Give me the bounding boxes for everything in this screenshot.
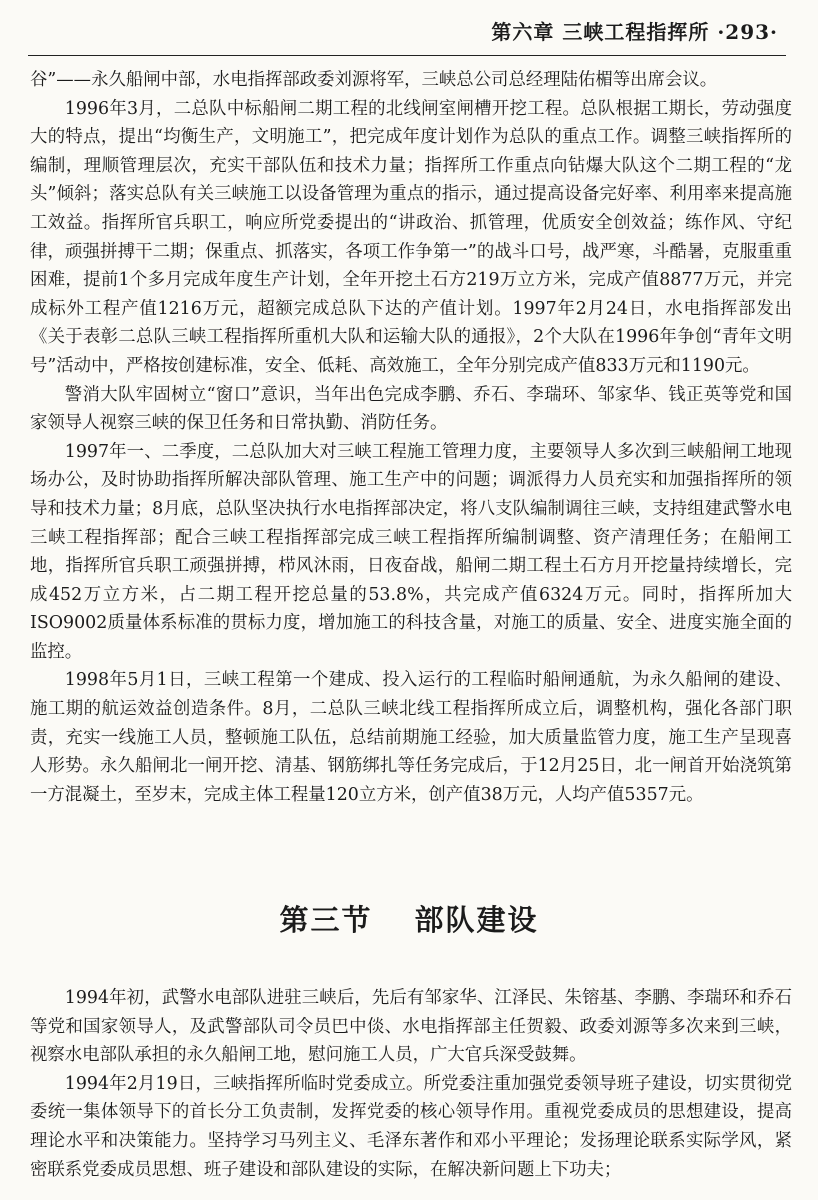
paragraph: 谷”——永久船闸中部，水电指挥部政委刘源将军，三峡总公司总经理陆佑楣等出席会议。 xyxy=(30,70,718,90)
paragraph: 1996年3月，二总队中标船闸二期工程的北线闸室闸槽开挖工程。总队根据工期长，劳动强度大的特点，提出“均衡生产，文明施工”，把完成年度计划作为总队的重点工作。调整三峡指挥所的编制，理顺管理层次，充实干部队伍和技术力量；指挥所工作重点向钻爆大队这个二期工程的“龙头”倾斜；落实总队有关三峡施工以设备管理为重点的指示，通过提高设备完好率、利用率来提高施工效益。指挥所官兵职工，响应所党委提出的“讲政治、抓管理，优质安全创效益；练作风、守纪律，顽强拼搏干二期；保重点、抓落实，各项工作争第一”的战斗口号，战严寒，斗酷暑，克服重重困难，提前1个多月完成年度生产计划，全年开挖土石方219万立方米，完成产值8877万元，并完成标外工程产值1216万元，超额完成总队下达的产值计划。1997年2月24日，水电指挥部发出《关于表彰二总队三峡工程指挥所重机大队和运输大队的通报》，2个大队在1996年争创“青年文明号”活动中，严格按创建标准，安全、低耗、高效施工，全年分别完成产值833万元和1190元。 xyxy=(30,98,792,376)
section-title: 第三节 部队建设 xyxy=(279,903,539,937)
running-header-text: 第六章 三峡工程指挥所 ·293· xyxy=(491,20,778,44)
paragraph: 警消大队牢固树立“窗口”意识，当年出色完成李鹏、乔石、李瑞环、邹家华、钱正英等党和国家领导人视察三峡的保卫任务和日常执勤、消防任务。 xyxy=(30,384,792,434)
paragraph: 1997年一、二季度，二总队加大对三峡工程施工管理力度，主要领导人多次到三峡船闸工地现场办公，及时协助指挥所解决部队管理、施工生产中的问题；调派得力人员充实和加强指挥所的领导和技术力量；8月底，总队坚决执行水电指挥部决定，将八支队编制调往三峡，支持组建武警水电三峡工程指挥部；配合三峡工程指挥部完成三峡工程指挥所编制调整、资产清理任务；在船闸工地，指挥所官兵职工顽强拼搏，栉风沐雨，日夜奋战，船闸二期工程土石方月开挖量持续增长，完成452万立方米，占二期工程开挖总量的53.8%，共完成产值6324万元。同时，指挥所加大ISO9002质量体系标准的贯标力度，增加施工的科技含量，对施工的质量、安全、进度实施全面的监控。 xyxy=(30,441,792,662)
paragraph: 1994年2月19日，三峡指挥所临时党委成立。所党委注重加强党委领导班子建设，切实贯彻党委统一集体领导下的首长分工负责制，发挥党委的核心领导作用。重视党委成员的思想建设，提高理论水平和决策能力。坚持学习马列主义、毛泽东著作和邓小平理论；发扬理论联系实际学风，紧密联系党委成员思想、班子建设和部队建设的实际，在解决新问题上下功夫； xyxy=(30,1073,792,1180)
paragraph: 1994年初，武警水电部队进驻三峡后，先后有邹家华、江泽民、朱镕基、李鹏、李瑞环和乔石等党和国家领导人，及武警部队司令员巴中倓、水电指挥部主任贺毅、政委刘源等多次来到三峡，视察水电部队承担的永久船闸工地，慰问施工人员，广大官兵深受鼓舞。 xyxy=(30,988,792,1066)
header-rule xyxy=(28,55,786,56)
body-text-bottom xyxy=(30,984,792,1184)
running-header xyxy=(0,0,818,48)
body-text-top xyxy=(30,66,792,809)
paragraph: 1998年5月1日，三峡工程第一个建成、投入运行的工程临时船闸通航，为永久船闸的建设、施工期的航运效益创造条件。8月，二总队三峡北线工程指挥所成立后，调整机构，强化各部门职责，充实一线施工人员，整顿施工队伍，总结前期施工经验，加大质量监管力度，施工生产呈现喜人形势。永久船闸北一闸开挖、清基、钢筋绑扎等任务完成后，于12月25日，北一闸首开始浇筑第一方混凝土，至岁末，完成主体工程量120立方米，创产值38万元，人均产值5357元。 xyxy=(30,670,792,805)
